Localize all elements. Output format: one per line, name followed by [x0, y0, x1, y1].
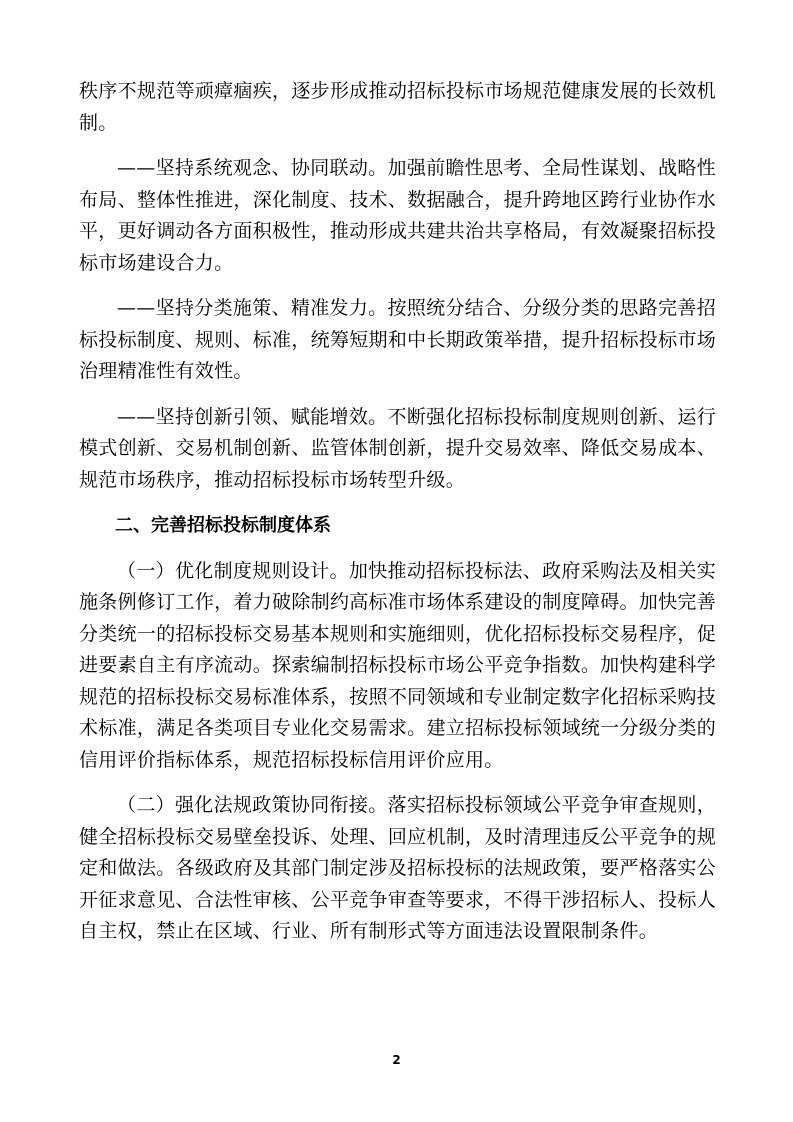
paragraph-continuation: 秩序不规范等顽瘴痼疾，逐步形成推动招标投标市场规范健康发展的长效机制。	[79, 80, 716, 134]
paragraph-principle-system: ——坚持系统观念、协同联动。加强前瞻性思考、全局性谋划、战略性布局、整体性推进，深化制度、技术、数据融合，提升跨地区跨行业协作水平，更好调动各方面积极性，推动形成共建共治共享格局，有效凝聚招标投标市场建设合力。	[79, 157, 716, 274]
page-number: 2	[392, 1053, 401, 1067]
document-body	[79, 76, 716, 962]
paragraph-policy-coordination: （二）强化法规政策协同衔接。落实招标投标领域公平竞争审查规则，健全招标投标交易壁垒投诉、处理、回应机制，及时清理违反公平竞争的规定和做法。各级政府及其部门制定涉及招标投标的法规政策，要严格落实公开征求意见、合法性审核、公平竞争审查等要求，不得干涉招标人、投标人自主权，禁止在区域、行业、所有制形式等方面违法设置限制条件。	[79, 794, 716, 942]
section-heading: 二、完善招标投标制度体系	[115, 515, 331, 536]
paragraph-principle-innovation: ——坚持创新引领、赋能增效。不断强化招标投标制度规则创新、运行模式创新、交易机制创新、监管体制创新，提升交易效率、降低交易成本、规范市场秩序，推动招标投标市场转型升级。	[79, 405, 716, 491]
paragraph-principle-classification: ——坚持分类施策、精准发力。按照统分结合、分级分类的思路完善招标投标制度、规则、标准，统筹短期和中长期政策举措，提升招标投标市场治理精准性有效性。	[79, 297, 716, 382]
paragraph-rules-design: （一）优化制度规则设计。加快推动招标投标法、政府采购法及相关实施条例修订工作，着力破除制约高标准市场体系建设的制度障碍。加快完善分类统一的招标投标交易基本规则和实施细则，优化招标投标交易程序，促进要素自主有序流动。探索编制招标投标市场公平竞争指数。加快构建科学规范的招标投标交易标准体系，按照不同领域和专业制定数字化招标采购技术标准，满足各类项目专业化交易需求。建立招标投标领域统一分级分类的信用评价指标体系，规范招标投标信用评价应用。	[79, 559, 716, 771]
